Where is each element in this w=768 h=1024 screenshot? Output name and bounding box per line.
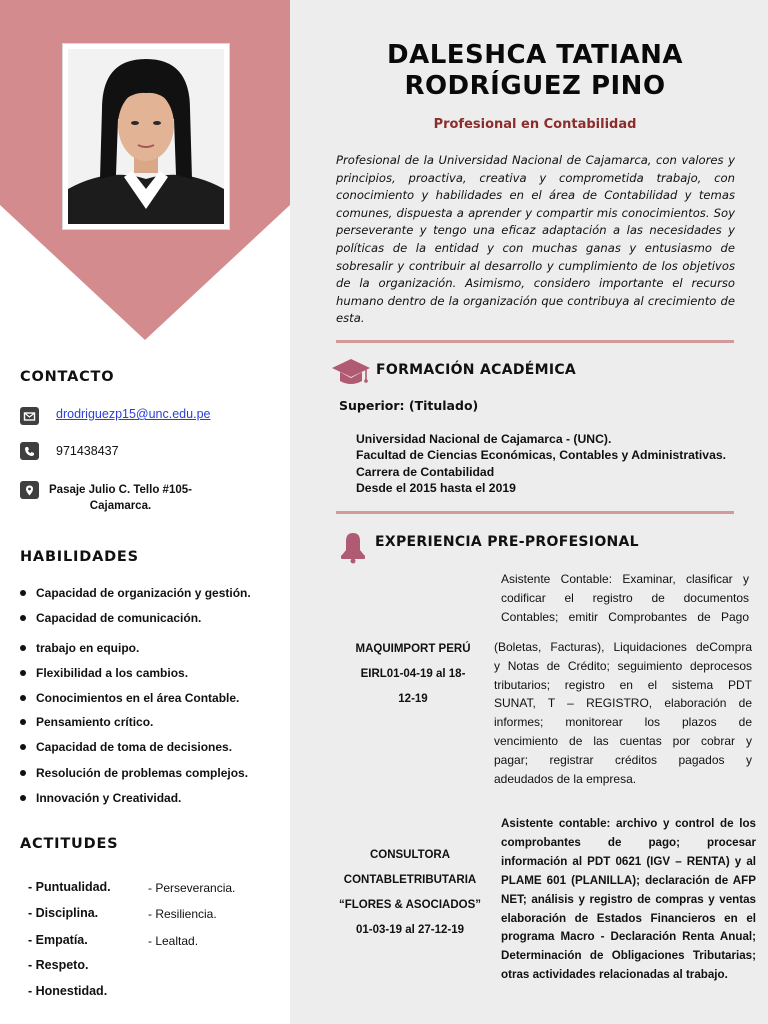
contact-heading: CONTACTO [20, 369, 115, 385]
skill-item: Conocimientos en el área Contable. [20, 691, 239, 705]
job-description-line: Contables; emitir Comprobantes de Pago [501, 610, 749, 624]
profession-title: Profesional en Contabilidad [433, 117, 637, 132]
mail-icon [20, 407, 39, 425]
attitude-item: - Disciplina. [28, 906, 99, 920]
skills-heading: HABILIDADES [20, 549, 139, 565]
skill-item: Capacidad de organización y gestión. [20, 586, 251, 600]
job-description-line: Asistente Contable: Examinar, clasificar y [501, 572, 749, 586]
job-description [501, 570, 749, 627]
job-company-line: CONTABLETRIBUTARIA [343, 874, 477, 886]
profile-photo [62, 43, 230, 230]
job-description-line: SUNAT, T – REGISTRO, elaboración de [494, 696, 752, 711]
contact-email-row [20, 407, 210, 425]
bullet-icon [20, 795, 26, 801]
profile-summary: Profesional de la Universidad Nacional de Cajamarca, con valores y principios, proactiva, creativa y comprometida trabajo, con conocimiento y habilidades en el área de Contabilidad y temas comunes, dispuesta a aprender y compartir mis conocimientos. Soy perseverante y tengo una eficaz adaptación a las necesidades y políticas de la entidad y con muchas ganas y entusiasmo de sobresalir y contribuir al desarrollo y cumplimiento de los objetivos de la organización. Asimismo, considero importante el recurso humano dentro de la organización que contribuya al crecimiento de esta. [336, 153, 735, 326]
attitude-item: - Lealtad. [148, 934, 199, 948]
skill-item: Flexibilidad a los cambios. [20, 666, 188, 680]
bullet-icon [20, 670, 26, 676]
education-line: Facultad de Ciencias Económicas, Contables y Administrativas. [356, 448, 727, 463]
attitude-item: - Puntualidad. [28, 880, 111, 894]
contact-address-row [20, 481, 192, 514]
education-line: Desde el 2015 hasta el 2019 [356, 480, 516, 495]
job-company-line: CONSULTORA [369, 849, 451, 861]
name-line-1: DALESHCA TATIANA [386, 40, 683, 70]
bullet-icon [20, 719, 26, 725]
job-company-line: EIRL01-04-19 al 18- [360, 668, 466, 680]
attitude-item: - Honestidad. [28, 984, 108, 998]
attitude-item: - Respeto. [28, 958, 89, 972]
job-company-line: 12-19 [398, 693, 428, 705]
job-description-line: otras actividades relacionadas al trabajo. [501, 968, 728, 982]
bullet-icon [20, 695, 26, 701]
job-description [501, 815, 756, 985]
job-company [338, 637, 488, 712]
bell-icon [333, 530, 373, 564]
job-company [330, 843, 490, 943]
attitudes-heading: ACTITUDES [20, 836, 119, 852]
address [49, 482, 192, 514]
education-heading: FORMACIÓN ACADÉMICA [376, 362, 577, 378]
skill-item: Pensamiento crítico. [20, 715, 153, 729]
name-line-2: RODRÍGUEZ PINO [404, 71, 666, 101]
education-line: Carrera de Contabilidad [356, 464, 495, 479]
job-description-line: Asistente contable: archivo y control de los [501, 817, 756, 830]
job-description-line: comprobantes de pago; procesar [501, 835, 756, 849]
phone-number: 971438437 [56, 444, 119, 458]
experience-heading: EXPERIENCIA PRE-PROFESIONAL [375, 534, 639, 550]
job-description-line: pagar; registrar créditos pagados y [494, 752, 752, 767]
education-level: Superior: (Titulado) [339, 398, 479, 413]
address-line-1: Pasaje Julio C. Tello #105- [49, 484, 192, 496]
job-description-line: PLAME 601 (PLANILLA); declaración de AFP [501, 873, 756, 887]
phone-icon [20, 442, 39, 460]
bullet-icon [20, 590, 26, 596]
job-company-line: 01-03-19 al 27-12-19 [355, 924, 465, 936]
skill-item: Capacidad de comunicación. [20, 611, 201, 625]
bullet-icon [20, 770, 26, 776]
job-description-line: vencimiento de las cuentas por cobrar y [494, 733, 752, 748]
divider [336, 340, 734, 343]
skill-item: trabajo en equipo. [20, 641, 139, 655]
job-description-line: NET; análisis y registro de compras y ventas [501, 892, 756, 906]
bullet-icon [20, 615, 26, 621]
job-description-line: información al PDT 0621 (IGV – RENTA) y al [501, 854, 756, 868]
skill-item: Resolución de problemas complejos. [20, 766, 248, 780]
education-line: Universidad Nacional de Cajamarca - (UNC). [356, 432, 612, 446]
contact-phone-row [20, 442, 119, 460]
job-description-line: tributarios; registro en el sistema PDT [494, 677, 752, 692]
skill-item: Innovación y Creatividad. [20, 791, 181, 805]
location-icon [20, 481, 39, 499]
job-description-line: programa Macro - Declaración Renta Anual; [501, 930, 756, 944]
job-description-line: (Boletas, Facturas), Liquidaciones deCompra [494, 640, 752, 654]
divider [336, 511, 734, 514]
job-description-line: Determinación de Obligaciones Tributarias; [501, 949, 756, 963]
address-line-2: Cajamarca. [89, 500, 152, 512]
email-link[interactable]: drodriguezp15@unc.edu.pe [56, 407, 211, 421]
job-description-line: informes; monitorear los plazos de [494, 715, 752, 730]
job-description-line: y Notas de Crédito; seguimiento deprocesos [494, 658, 752, 673]
job-company-line: “FLORES & ASOCIADOS” [338, 899, 482, 911]
bullet-icon [20, 744, 26, 750]
job-description-line: adeudados de la empresa. [494, 771, 637, 786]
job-description-line: codificar el registro de documentos [501, 591, 749, 605]
graduation-cap-icon [331, 356, 371, 390]
job-description [494, 638, 752, 788]
attitude-item: - Empatía. [28, 933, 88, 947]
full-name [340, 40, 730, 102]
education-details [356, 431, 726, 496]
attitude-item: - Resiliencia. [148, 907, 217, 921]
skill-item: Capacidad de toma de decisiones. [20, 740, 232, 754]
bullet-icon [20, 645, 26, 651]
job-description-line: elaboración de Estados Financieros en el [501, 911, 756, 925]
job-company-line: MAQUIMPORT PERÚ [355, 643, 471, 655]
attitude-item: - Perseverancia. [148, 881, 236, 895]
